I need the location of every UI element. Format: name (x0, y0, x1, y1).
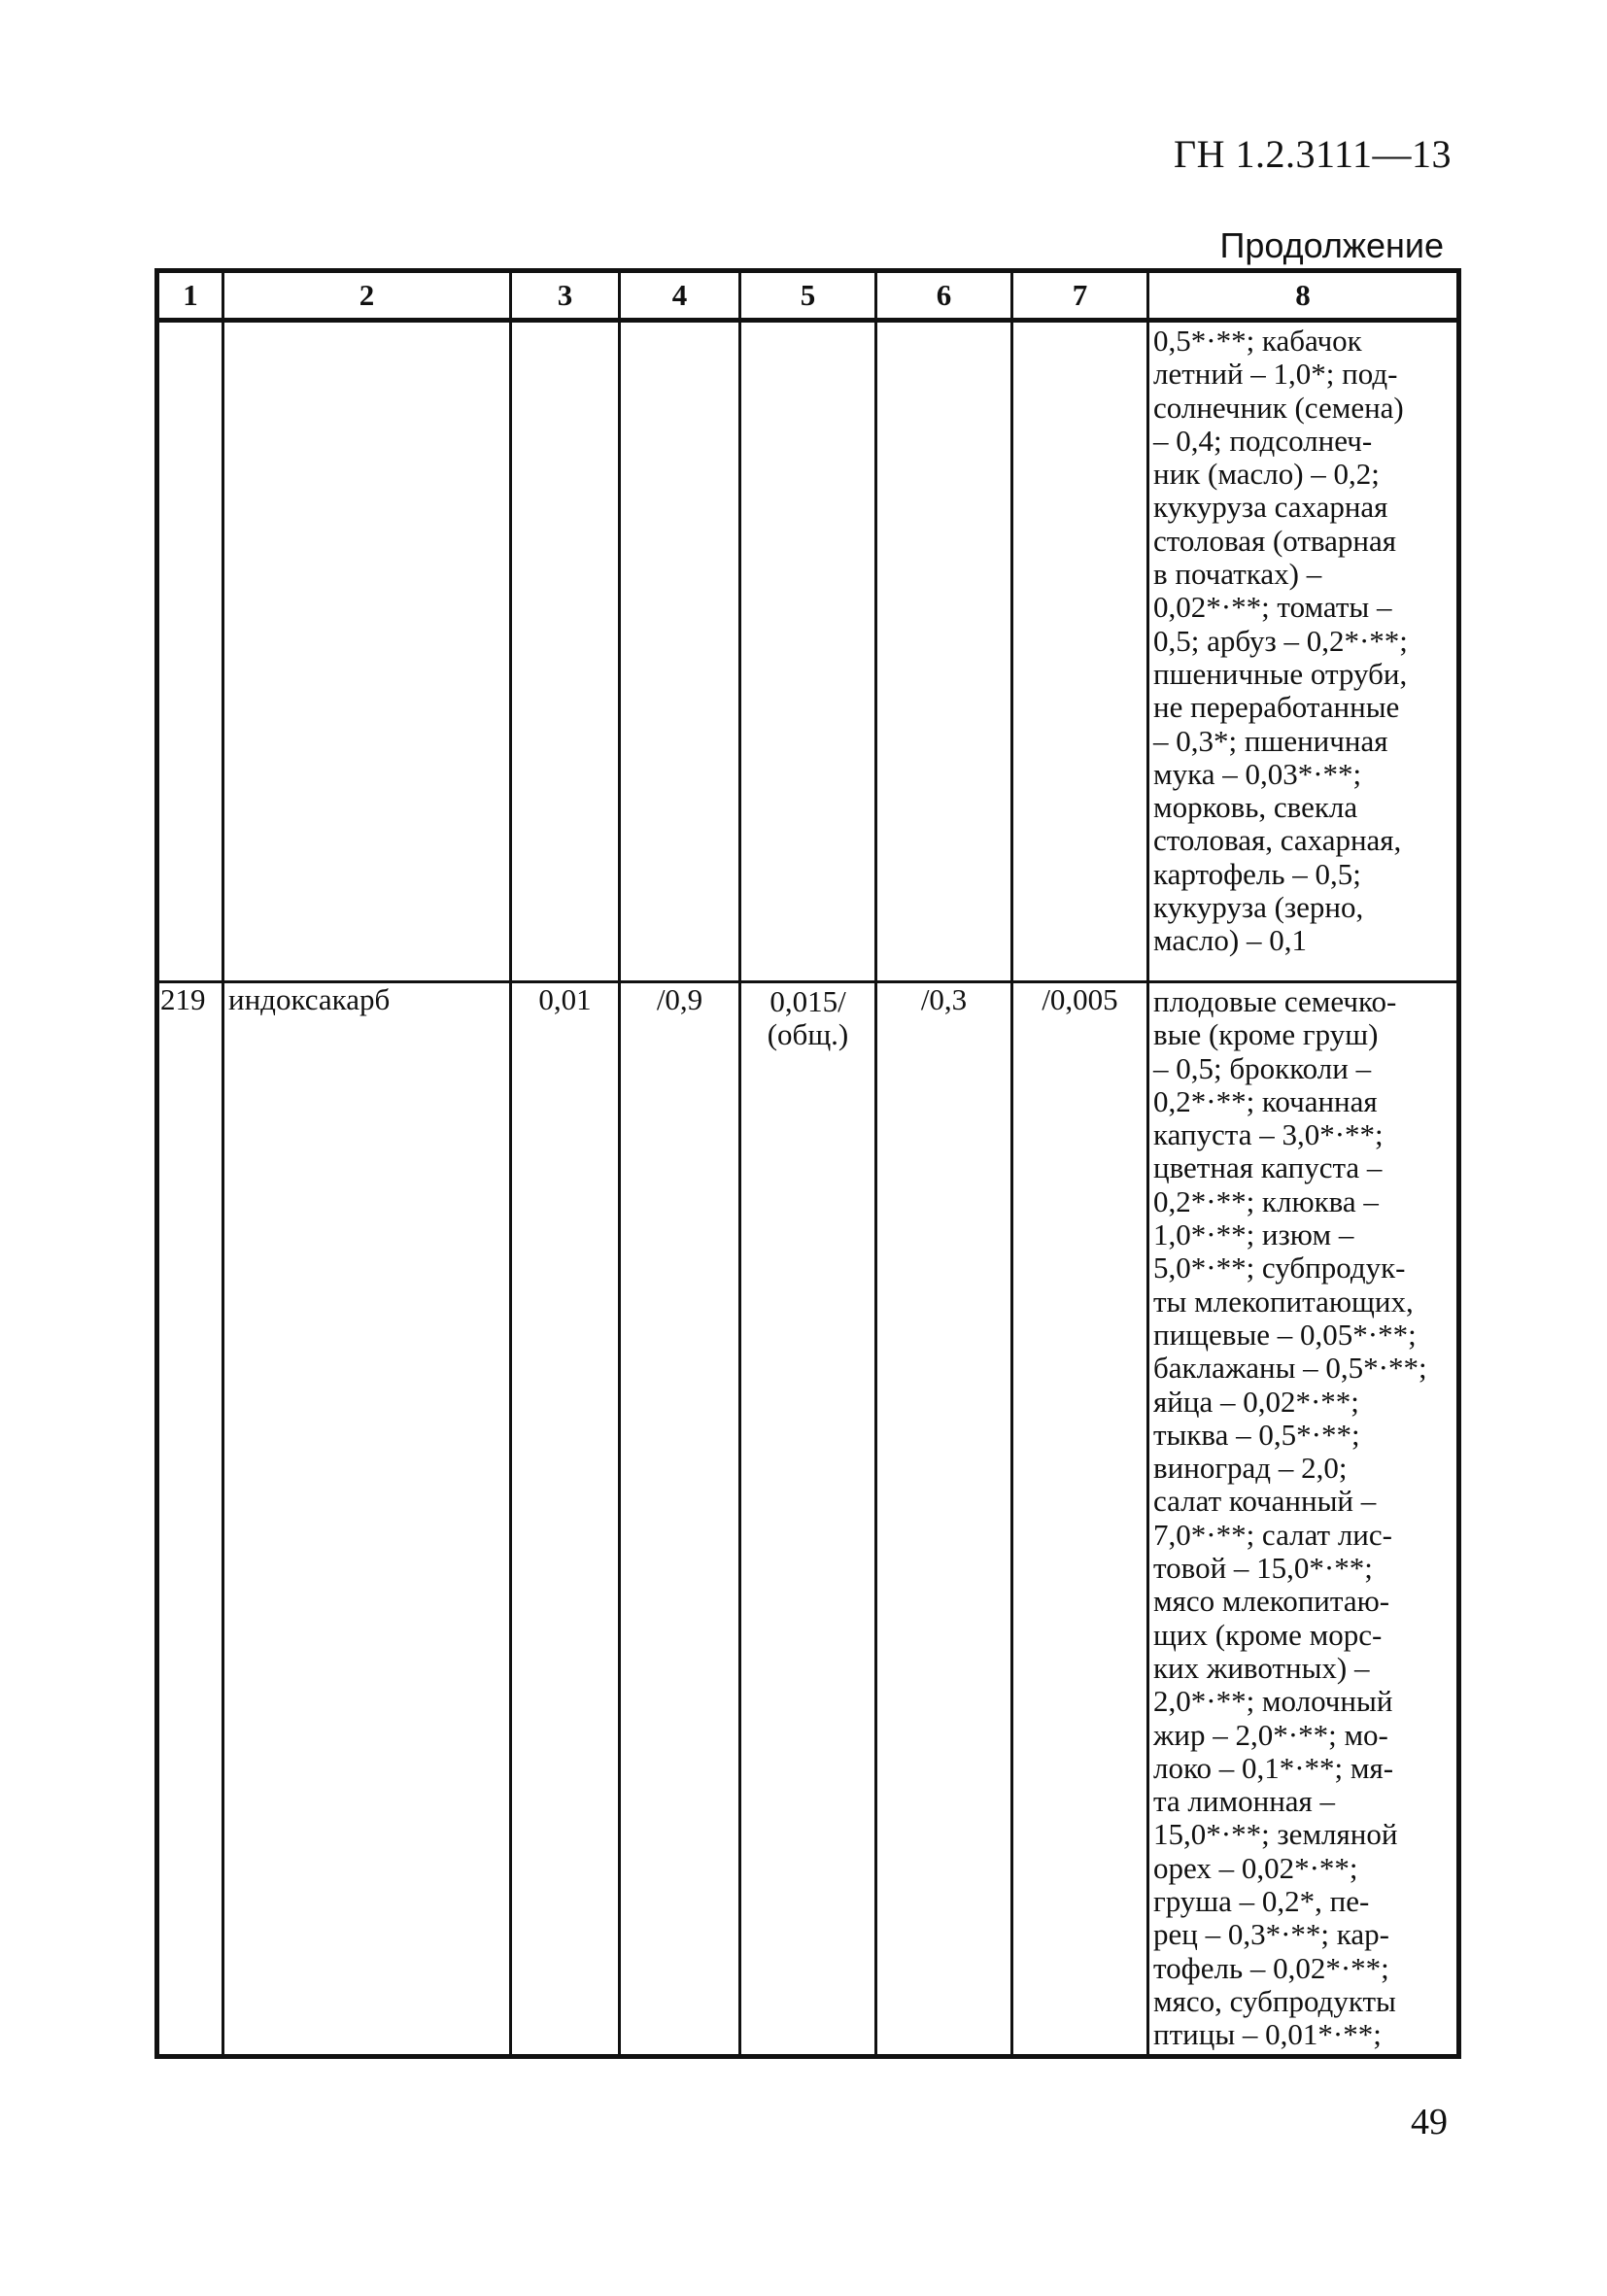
table-cell-number: 219 (157, 982, 223, 2057)
column-header: 5 (740, 271, 876, 321)
table-cell: /0,3 (876, 982, 1012, 2057)
column-header: 2 (223, 271, 511, 321)
column-header: 7 (1012, 271, 1148, 321)
table-row (157, 321, 1459, 982)
table-cell: /0,005 (1012, 982, 1148, 2057)
document-code: ГН 1.2.3111—13 (1173, 132, 1452, 176)
table-cell: 0,015/ (общ.) (740, 982, 876, 2057)
column-header: 1 (157, 271, 223, 321)
table-cell-substance: индоксакарб (223, 982, 511, 2057)
table-cell (1012, 321, 1148, 982)
continuation-label: Продолжение (1219, 225, 1444, 265)
column-header: 8 (1148, 271, 1459, 321)
table-cell (223, 321, 511, 982)
table-cell (876, 321, 1012, 982)
table-row (157, 982, 1459, 2057)
table-cell (740, 321, 876, 982)
table-header-row (157, 271, 1459, 321)
table-cell-notes: 0,5*·**; кабачок летний – 1,0*; под- солнечник (семена) – 0,4; подсолнеч- ник (масло) – 0,2; кукуруза сахарная столовая (отварная в початках) – 0,02*·**; томаты – 0,5; арбуз – 0,2*·**; пшеничные отруби, не переработанные – 0,3*; пшеничная мука – 0,03*·**; морковь, свекла столовая, сахарная, картофель – 0,5; кукуруза (зерно, масло) – 0,1 (1148, 321, 1459, 982)
column-header: 3 (511, 271, 620, 321)
table-cell (157, 321, 223, 982)
table-cell (620, 321, 740, 982)
norms-table (154, 268, 1461, 2059)
page-number: 49 (1411, 2102, 1448, 2142)
table-cell (511, 321, 620, 982)
column-header: 6 (876, 271, 1012, 321)
column-header: 4 (620, 271, 740, 321)
table-cell: 0,01 (511, 982, 620, 2057)
table-cell-notes: плодовые семечко- вые (кроме груш) – 0,5; брокколи – 0,2*·**; кочанная капуста – 3,0*·**; цветная капуста – 0,2*·**; клюква – 1,0*·**; изюм – 5,0*·**; субпродук- ты млекопитающих, пищевые – 0,05*·**; баклажаны – 0,5*·**; яйца – 0,02*·**; тыква – 0,5*·**; виноград – 2,0; салат кочанный – 7,0*·**; салат лис- товой – 15,0*·**; мясо млекопитаю- щих (кроме морс- ких животных) – 2,0*·**; молочный жир – 2,0*·**; мо- локо – 0,1*·**; мя- та лимонная – 15,0*·**; земляной орех – 0,02*·**; груша – 0,2*, пе- рец – 0,3*·**; кар- тофель – 0,02*·**; мясо, субпродукты птицы – 0,01*·**; (1148, 982, 1459, 2057)
table-cell: /0,9 (620, 982, 740, 2057)
